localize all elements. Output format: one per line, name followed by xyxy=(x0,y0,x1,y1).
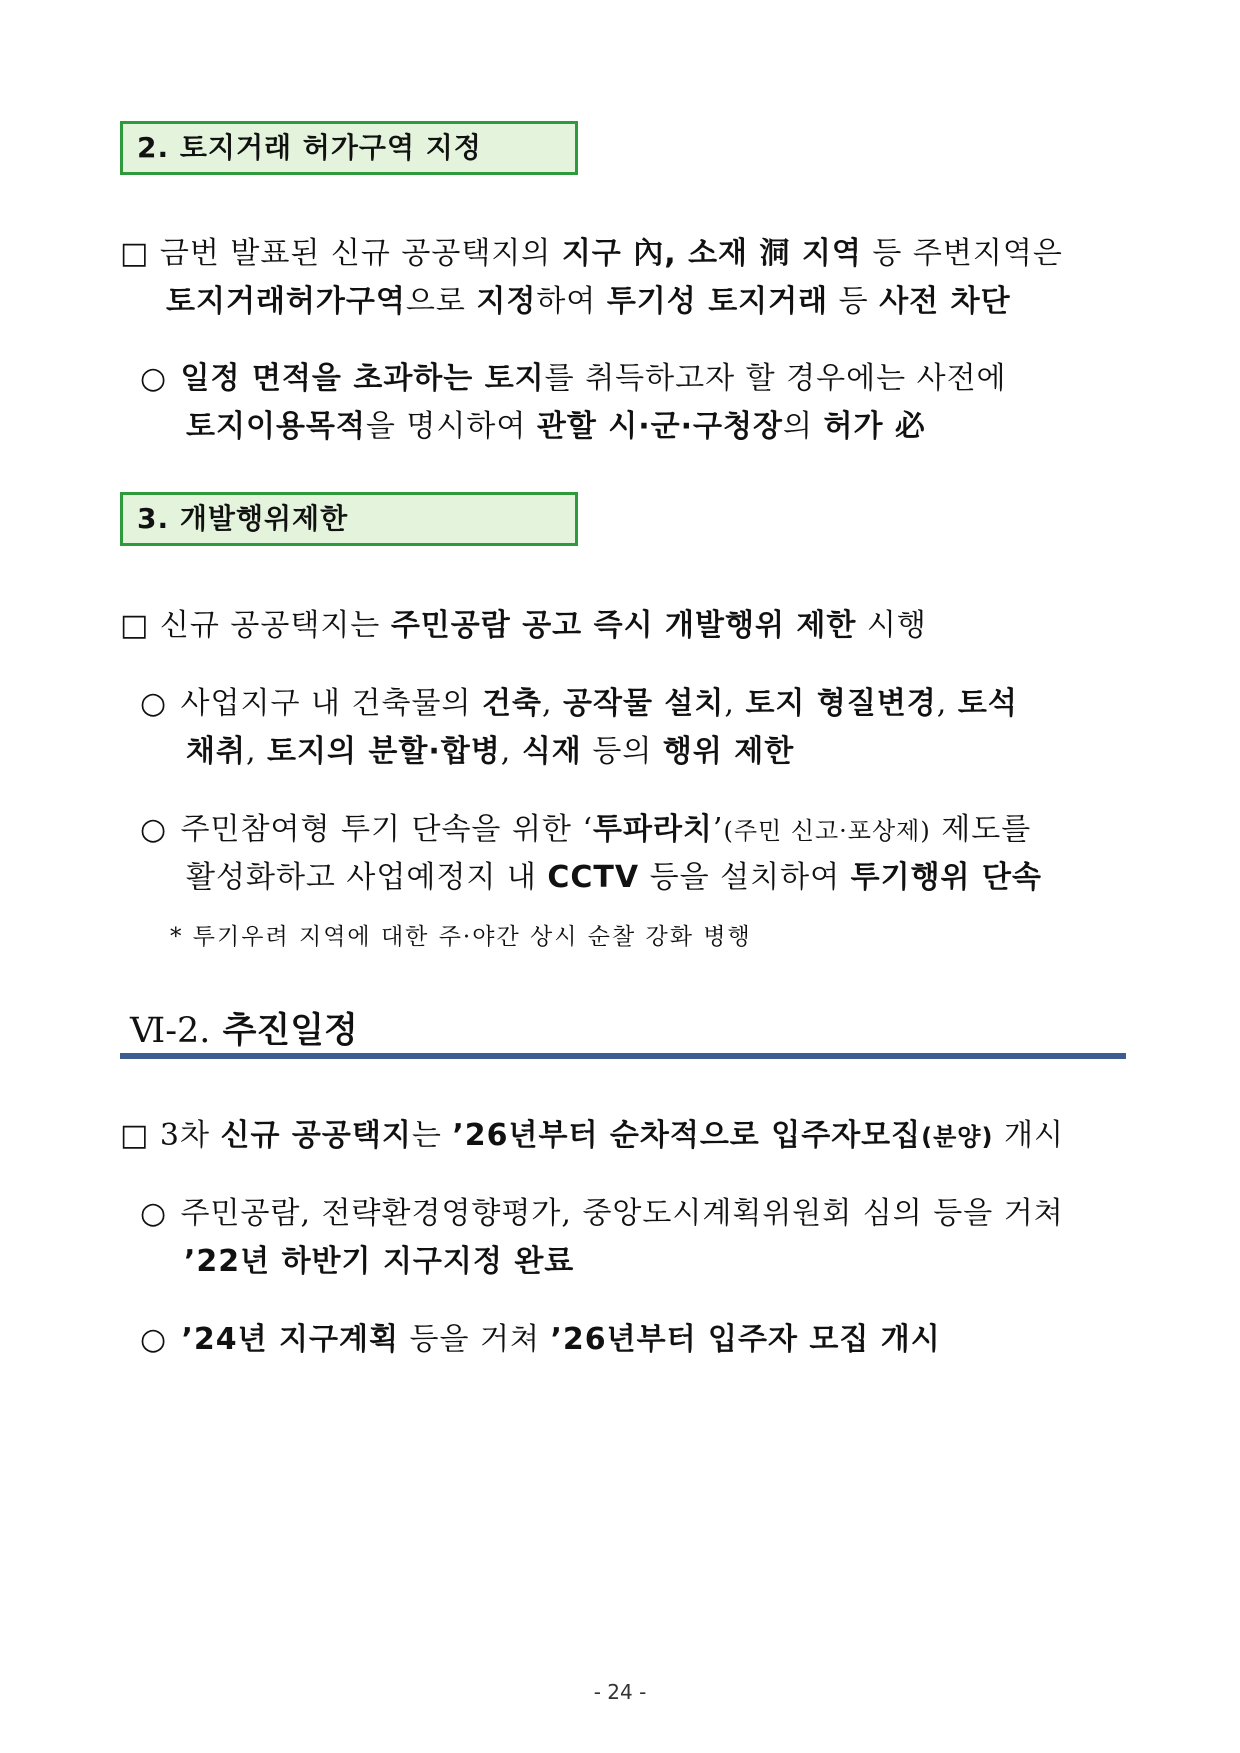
bullet-circle-icon: ○ xyxy=(140,812,168,847)
checkbox-square-icon: □ xyxy=(120,608,150,643)
section-3-title: 3. 개발행위제한 xyxy=(120,492,578,546)
section-heading: Ⅵ-2. 추진일정 xyxy=(130,1011,358,1051)
sec2-bullet-1-cont: 토지이용목적을 명시하여 관할 시·군·구청장의 허가 必 xyxy=(186,409,926,444)
sec3-bullet-2-cont: 활성화하고 사업예정지 내 CCTV 등을 설치하여 투기행위 단속 xyxy=(186,860,1042,895)
sec3-paragraph-1: □ 신규 공공택지는 주민공람 공고 즉시 개발행위 제한 시행 xyxy=(120,608,927,643)
page-number: - 24 - xyxy=(593,1680,647,1704)
sec3-bullet-1-cont: 채취, 토지의 분할·합병, 식재 등의 행위 제한 xyxy=(186,734,795,769)
checkbox-square-icon: □ xyxy=(120,236,150,271)
bullet-circle-icon: ○ xyxy=(140,1322,168,1357)
heading-underline xyxy=(120,1053,1126,1059)
sec3-bullet-1: ○ 사업지구 내 건축물의 건축, 공작물 설치, 토지 형질변경, 토석 xyxy=(140,686,1018,721)
bullet-circle-icon: ○ xyxy=(140,361,168,396)
sec2-bullet-1: ○ 일정 면적을 초과하는 토지를 취득하고자 할 경우에는 사전에 xyxy=(140,361,1007,396)
sec3-bullet-2: ○ 주민참여형 투기 단속을 위한 ‘투파라치’(주민 신고·포상제) 제도를 xyxy=(140,812,1032,847)
sched-bullet-2: ○ ’24년 지구계획 등을 거쳐 ’26년부터 입주자 모집 개시 xyxy=(140,1322,941,1357)
sec3-footnote: * 투기우려 지역에 대한 주·야간 상시 순찰 강화 병행 xyxy=(170,924,752,950)
bullet-circle-icon: ○ xyxy=(140,686,168,721)
sec2-paragraph-1: □ 금번 발표된 신규 공공택지의 지구 內, 소재 洞 지역 등 주변지역은 xyxy=(120,236,1063,271)
sched-bullet-1: ○ 주민공람, 전략환경영향평가, 중앙도시계획위원회 심의 등을 거쳐 xyxy=(140,1196,1064,1231)
bullet-circle-icon: ○ xyxy=(140,1196,168,1231)
sched-paragraph-1: □ 3차 신규 공공택지는 ’26년부터 순차적으로 입주자모집(분양) 개시 xyxy=(120,1118,1064,1153)
sec2-paragraph-1-cont: 토지거래허가구역으로 지정하여 투기성 토지거래 등 사전 차단 xyxy=(166,284,1011,319)
checkbox-square-icon: □ xyxy=(120,1118,150,1153)
sched-bullet-1-cont: ’22년 하반기 지구지정 완료 xyxy=(184,1244,575,1279)
section-2-title: 2. 토지거래 허가구역 지정 xyxy=(120,121,578,175)
